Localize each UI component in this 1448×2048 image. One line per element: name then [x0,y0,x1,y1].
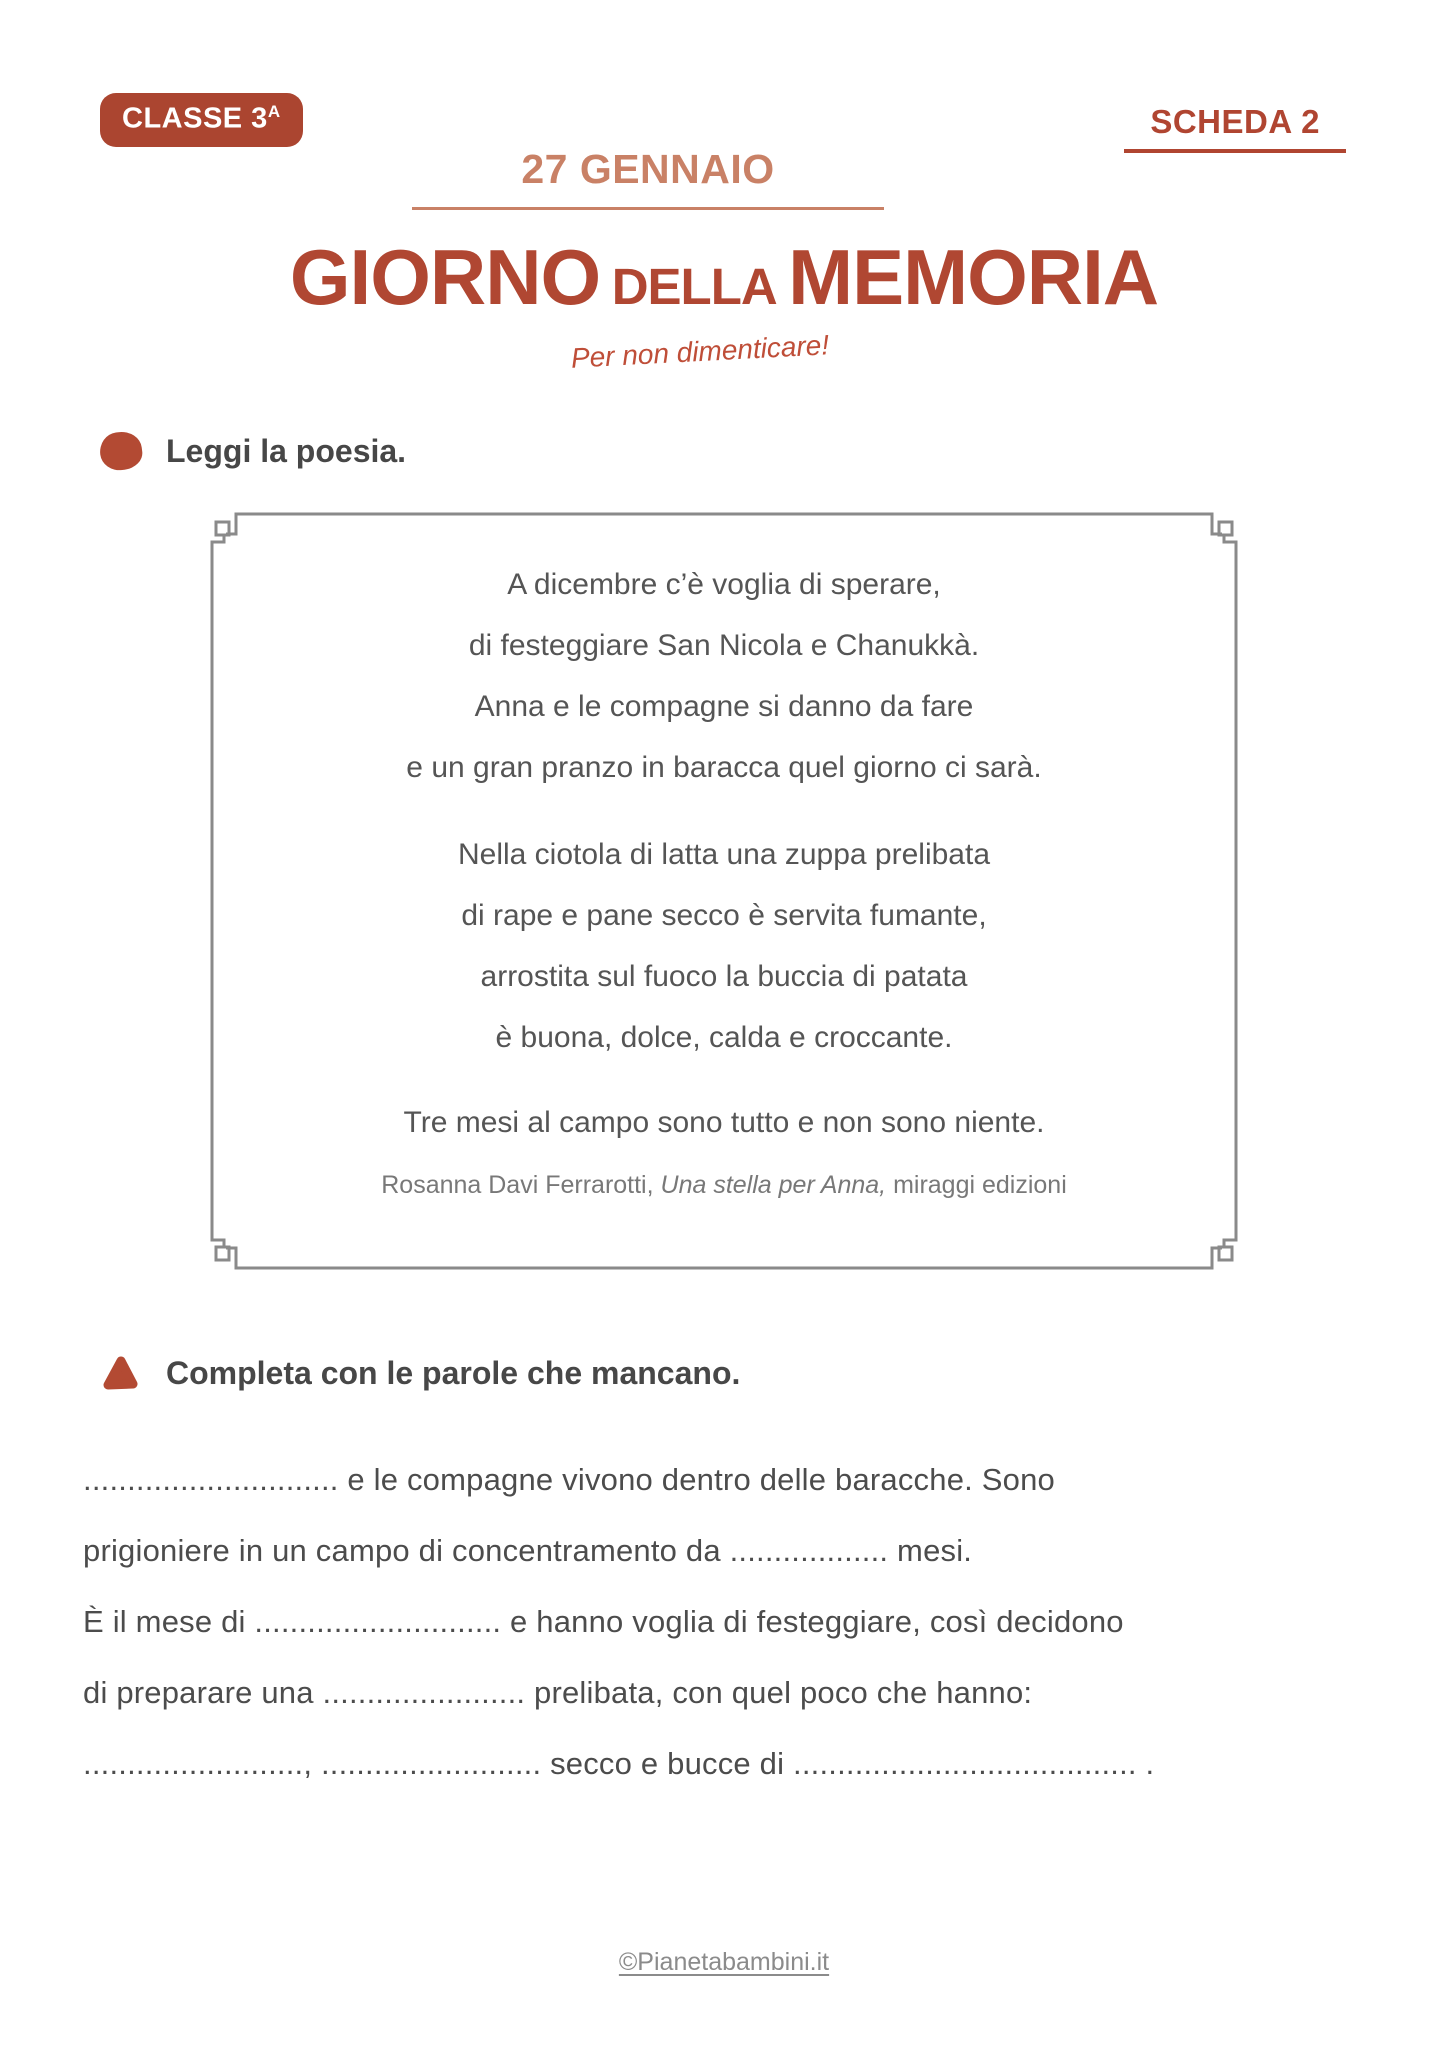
cloze-exercise [83,1444,1383,1799]
class-badge-label: CLASSE 3 [122,102,268,135]
cloze-line: ............................. e le compagne vivono dentro delle baracche. Sono [83,1462,1055,1497]
section-complete-heading [100,1352,740,1394]
date-underline [412,207,884,210]
poem-line: di rape e pane secco è servita fumante, [461,899,987,932]
page-tagline: Per non dimenticare! [570,329,830,374]
sheet-number-label: SCHEDA 2 [1124,103,1346,153]
class-badge [100,93,303,147]
attribution-publisher: miraggi edizioni [893,1171,1067,1199]
cloze-line: prigioniere in un campo di concentramento da .................. mesi. [83,1533,973,1568]
cloze-line: È il mese di ............................ e hanno voglia di festeggiare, così decidono [83,1604,1124,1639]
footer [0,1948,1448,1977]
attribution-book-title: Una stella per Anna, [660,1171,894,1199]
section-complete-label: Completa con le parole che mancano. [166,1354,741,1391]
cloze-line: ........................., ......................... secco e bucce di ....................................... . [83,1746,1155,1781]
poem-line: di festeggiare San Nicola e Chanukkà. [468,629,980,662]
pen-nib-blob-icon [100,1352,142,1394]
page-title-word2: DELLA [611,258,777,315]
page-title-word3: MEMORIA [788,233,1159,321]
poem-line: Anna e le compagne si danno da fare [474,690,974,723]
poem-final-line: Tre mesi al campo sono tutto e non sono niente. [403,1106,1045,1139]
book-blob-icon [98,430,144,473]
poem-line: è buona, dolce, calda e croccante. [495,1021,953,1054]
cloze-line: di preparare una ....................... prelibata, con quel poco che hanno: [83,1675,1033,1710]
section-read-heading [100,432,406,470]
poem-line: A dicembre c’è voglia di sperare, [507,568,941,601]
date-text: 27 GENNAIO [521,146,775,192]
poem-line: Nella ciotola di latta una zuppa prelibata [457,838,991,871]
poem-attribution [210,1165,1238,1205]
section-read-label: Leggi la poesia. [166,432,407,469]
poem-box [210,512,1238,1270]
page-title-word1: GIORNO [289,233,601,321]
poem-stanza-1 [210,554,1238,798]
attribution-author: Rosanna Davi Ferrarotti, [381,1171,661,1199]
site-credit: ©Pianetabambini.it [618,1948,830,1976]
poem-line: arrostita sul fuoco la buccia di patata [480,960,968,993]
poem-line: e un gran pranzo in baracca quel giorno ci sarà. [406,751,1042,784]
poem-stanza-2 [210,824,1238,1068]
poem-text [210,512,1238,1205]
date-heading [0,146,1296,210]
class-badge-superscript: A [267,102,281,121]
